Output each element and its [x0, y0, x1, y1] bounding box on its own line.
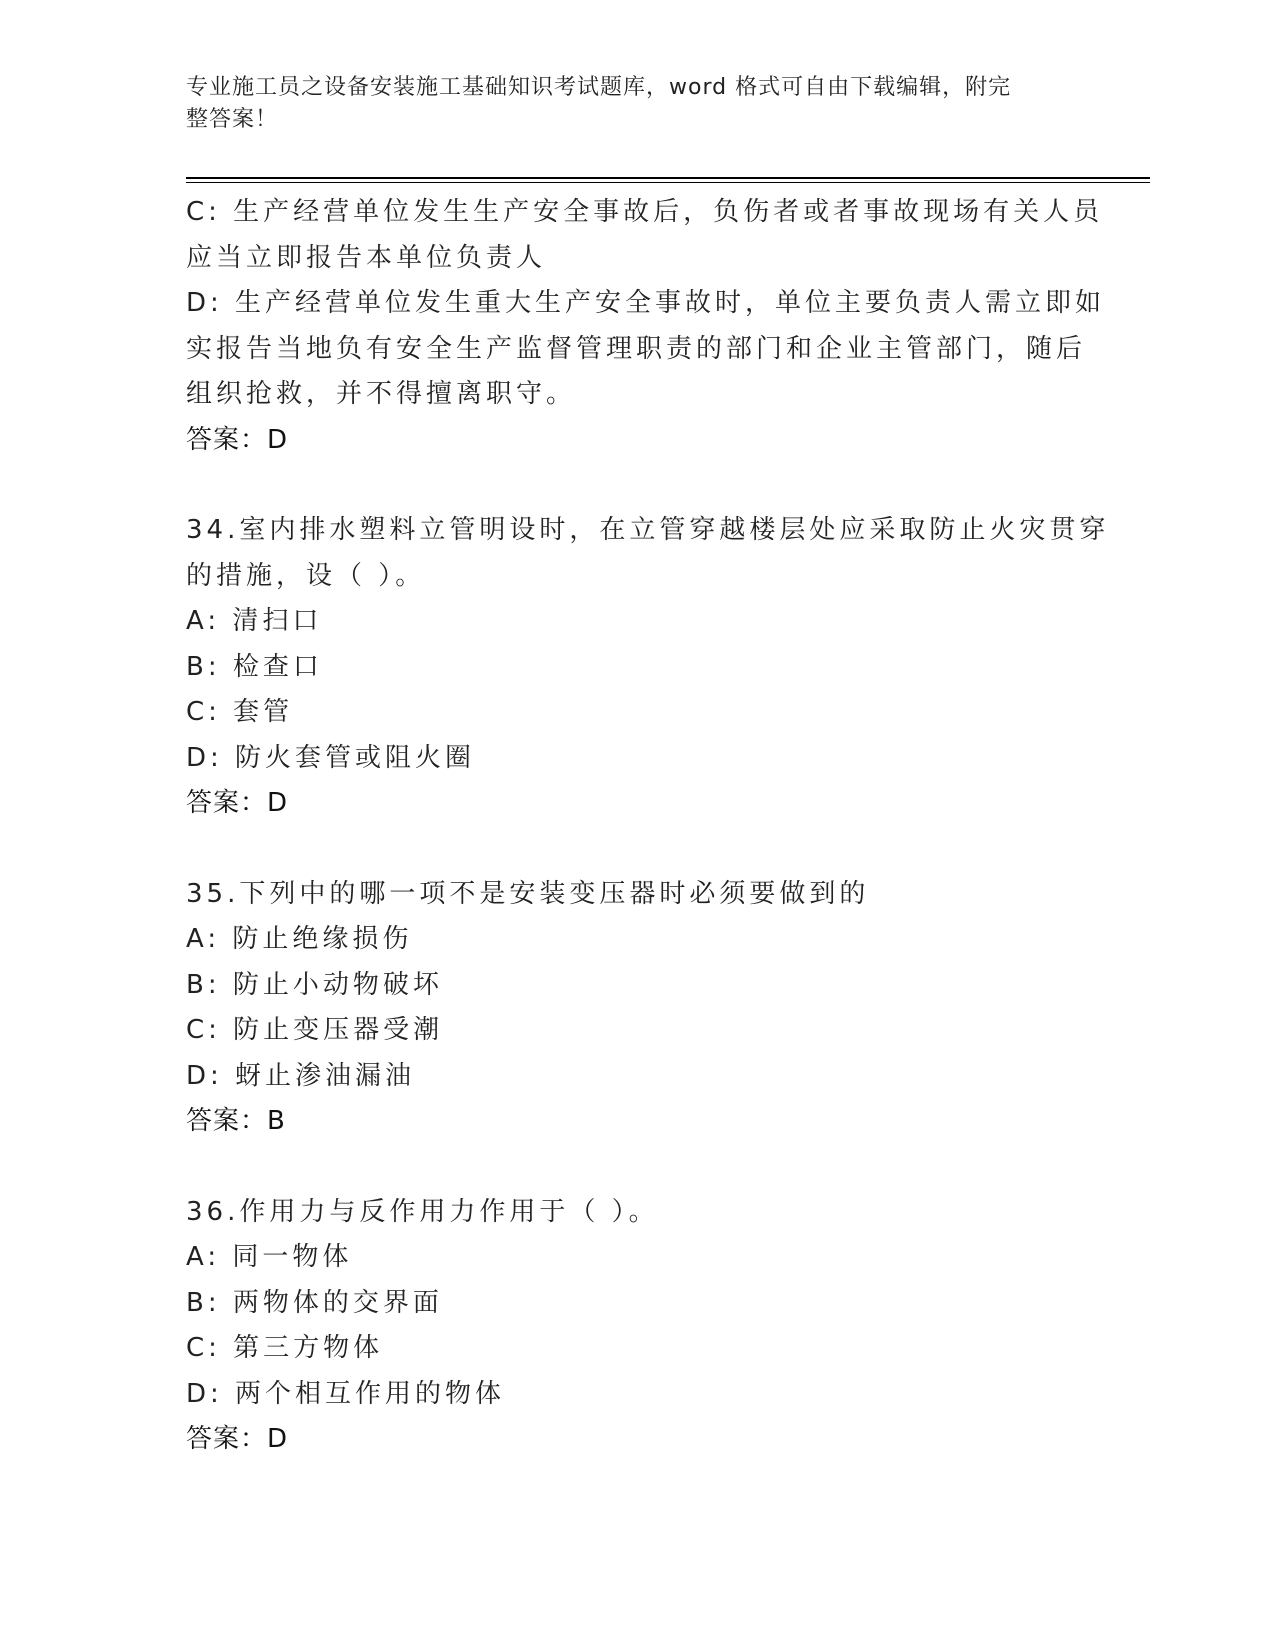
answer-36: 答案：D	[186, 1424, 289, 1454]
option-a: A: 同一物体	[186, 1242, 353, 1272]
header-line-1: 专业施工员之设备安装施工基础知识考试题库，word 格式可自由下载编辑，附完	[186, 75, 1012, 100]
question-35	[186, 872, 1076, 1145]
answer-33: 答案：D	[186, 424, 289, 455]
option-d-line-1: D: 生产经营单位发生重大生产安全事故时，单位主要负责人需立即如	[186, 288, 1106, 318]
option-c: C: 套管	[186, 697, 294, 727]
option-d-line-2: 实报告当地负有安全生产监督管理职责的部门和企业主管部门，随后	[186, 333, 1087, 364]
question-34	[186, 508, 1110, 827]
option-c: C: 防止变压器受潮	[186, 1015, 444, 1045]
option-c: C: 第三方物体	[186, 1333, 384, 1363]
question-stem-line: 35.下列中的哪一项不是安装变压器时必须要做到的	[186, 878, 870, 909]
document-header	[186, 72, 1066, 136]
answer-34: 答案：D	[186, 788, 289, 818]
question-stem-line: 34.室内排水塑料立管明设时，在立管穿越楼层处应采取防止火灾贯穿	[186, 515, 1110, 545]
question-stem-line: 的措施，设（ ）。	[186, 560, 426, 591]
header-divider-thick	[186, 177, 1150, 179]
option-b: B: 防止小动物破坏	[186, 969, 443, 1000]
option-d: D: 两个相互作用的物体	[186, 1378, 506, 1409]
option-d: D: 蚜止渗油漏油	[186, 1060, 416, 1091]
option-d: D: 防火套管或阻火圈	[186, 742, 476, 773]
answer-35: 答案：B	[186, 1106, 286, 1136]
question-36	[186, 1190, 1076, 1463]
question-33-tail	[186, 190, 1106, 463]
option-b: B: 两物体的交界面	[186, 1287, 443, 1318]
question-stem-line: 36.作用力与反作用力作用于（ ）。	[186, 1196, 659, 1227]
option-d-line-3: 组织抢救，并不得擅离职守。	[186, 379, 577, 409]
option-b: B: 检查口	[186, 651, 323, 682]
header-divider-thin	[186, 182, 1150, 183]
option-c-line-2: 应当立即报告本单位负责人	[186, 242, 547, 273]
option-a: A: 防止绝缘损伤	[186, 924, 413, 954]
document-body	[186, 190, 1110, 1463]
option-a: A: 清扫口	[186, 606, 323, 636]
header-line-2: 整答案！	[186, 107, 279, 132]
option-c-line-1: C: 生产经营单位发生生产安全事故后，负伤者或者事故现场有关人员	[186, 197, 1104, 227]
